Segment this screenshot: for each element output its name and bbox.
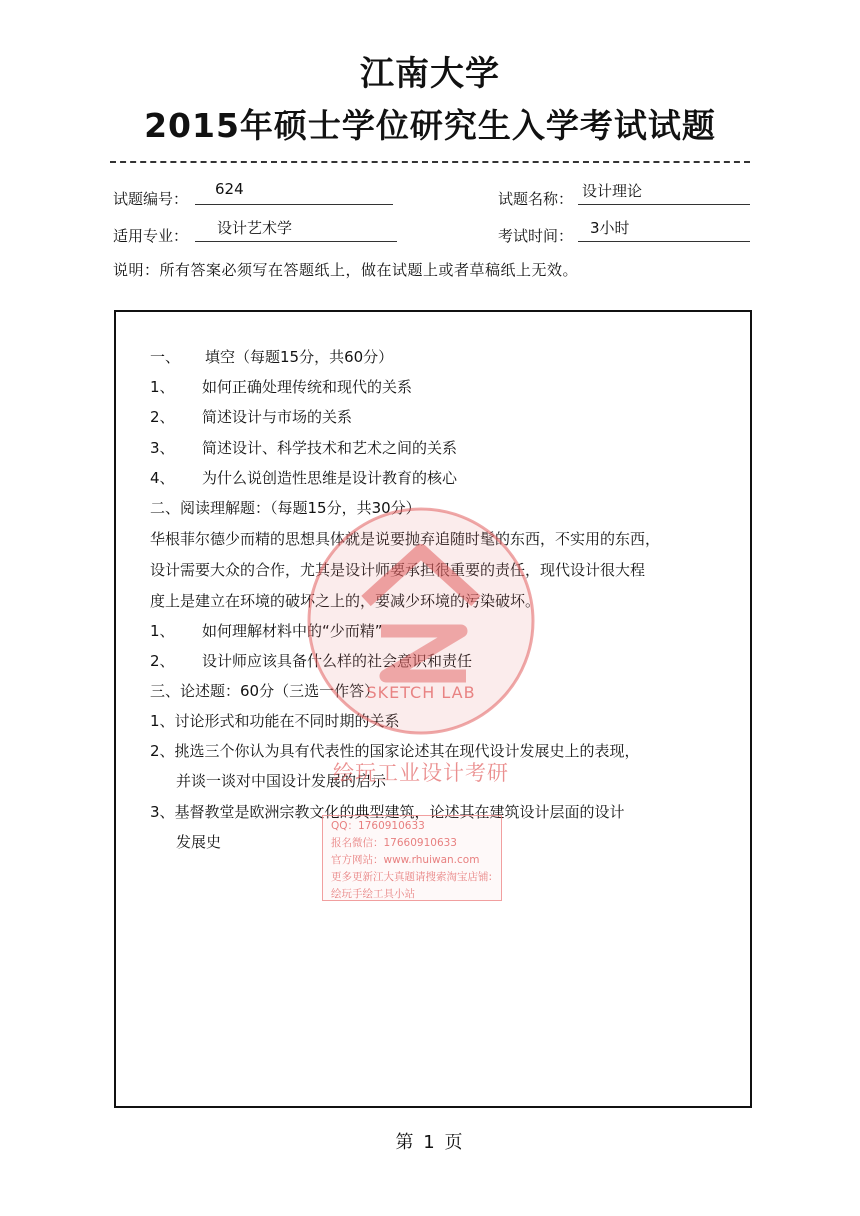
major-label: 适用专业： xyxy=(113,227,189,245)
question-item: 2、 简述设计与市场的关系 xyxy=(150,408,353,426)
question-item: 1、讨论形式和功能在不同时期的关系 xyxy=(150,712,400,730)
university-title: 江南大学 xyxy=(360,54,500,94)
watermark-brand-cn: 绘玩工业设计考研 xyxy=(333,761,509,785)
question-box xyxy=(114,310,752,1108)
exam-title: 2015年硕士学位研究生入学考试试题 xyxy=(144,106,716,145)
section-2-heading: 二、阅读理解题：（每题15分，共30分） xyxy=(150,499,421,517)
watermark-brand-en: SKETCH LAB xyxy=(366,683,476,702)
exam-code-value: 624 xyxy=(215,180,244,198)
exam-time-value: 3小时 xyxy=(590,219,630,237)
exam-code-label: 试题编号： xyxy=(113,190,189,208)
section-1-heading: 一、 填空（每题15分，共60分） xyxy=(150,348,394,366)
instructions-note: 说明：所有答案必须写在答题纸上，做在试题上或者草稿纸上无效。 xyxy=(113,261,579,279)
exam-name-value: 设计理论 xyxy=(582,182,643,200)
watermark-contact-card: QQ：1760910633 报名微信：17660910633 官方网站：www.rhuiwan.com 更多更新江大真题请搜索淘宝店铺: 绘玩手绘工具小站 xyxy=(322,815,502,901)
exam-time-label: 考试时间： xyxy=(498,227,574,245)
reading-paragraph-line: 设计需要大众的合作，尤其是设计师要承担很重要的责任，现代设计很大程 xyxy=(150,561,646,579)
exam-name-label: 试题名称： xyxy=(498,190,574,208)
question-item-continued: 并谈一谈对中国设计发展的启示 xyxy=(176,772,387,790)
question-item: 1、 如何理解材料中的“少而精” xyxy=(150,622,383,640)
question-item: 2、挑选三个你认为具有代表性的国家论述其在现代设计发展史上的表现， xyxy=(150,742,640,760)
question-item: 2、 设计师应该具备什么样的社会意识和责任 xyxy=(150,652,473,670)
question-item-continued: 发展史 xyxy=(176,833,222,851)
reading-paragraph-line: 度上是建立在环境的破坏之上的，要减少环境的污染破坏。 xyxy=(150,592,541,610)
question-item: 3、 简述设计、科学技术和艺术之间的关系 xyxy=(150,439,458,457)
section-3-heading: 三、论述题：60分（三选一作答） xyxy=(150,682,380,700)
reading-paragraph-line: 华根菲尔德少而精的思想具体就是说要抛弃追随时髦的东西，不实用的东西， xyxy=(150,530,661,548)
page-number: 第 1 页 xyxy=(395,1132,465,1153)
dashed-divider xyxy=(110,161,750,163)
question-item: 1、 如何正确处理传统和现代的关系 xyxy=(150,378,413,396)
question-item: 3、基督教堂是欧洲宗教文化的典型建筑，论述其在建筑设计层面的设计 xyxy=(150,803,625,821)
major-value: 设计艺术学 xyxy=(217,219,293,237)
question-item: 4、 为什么说创造性思维是设计教育的核心 xyxy=(150,469,458,487)
